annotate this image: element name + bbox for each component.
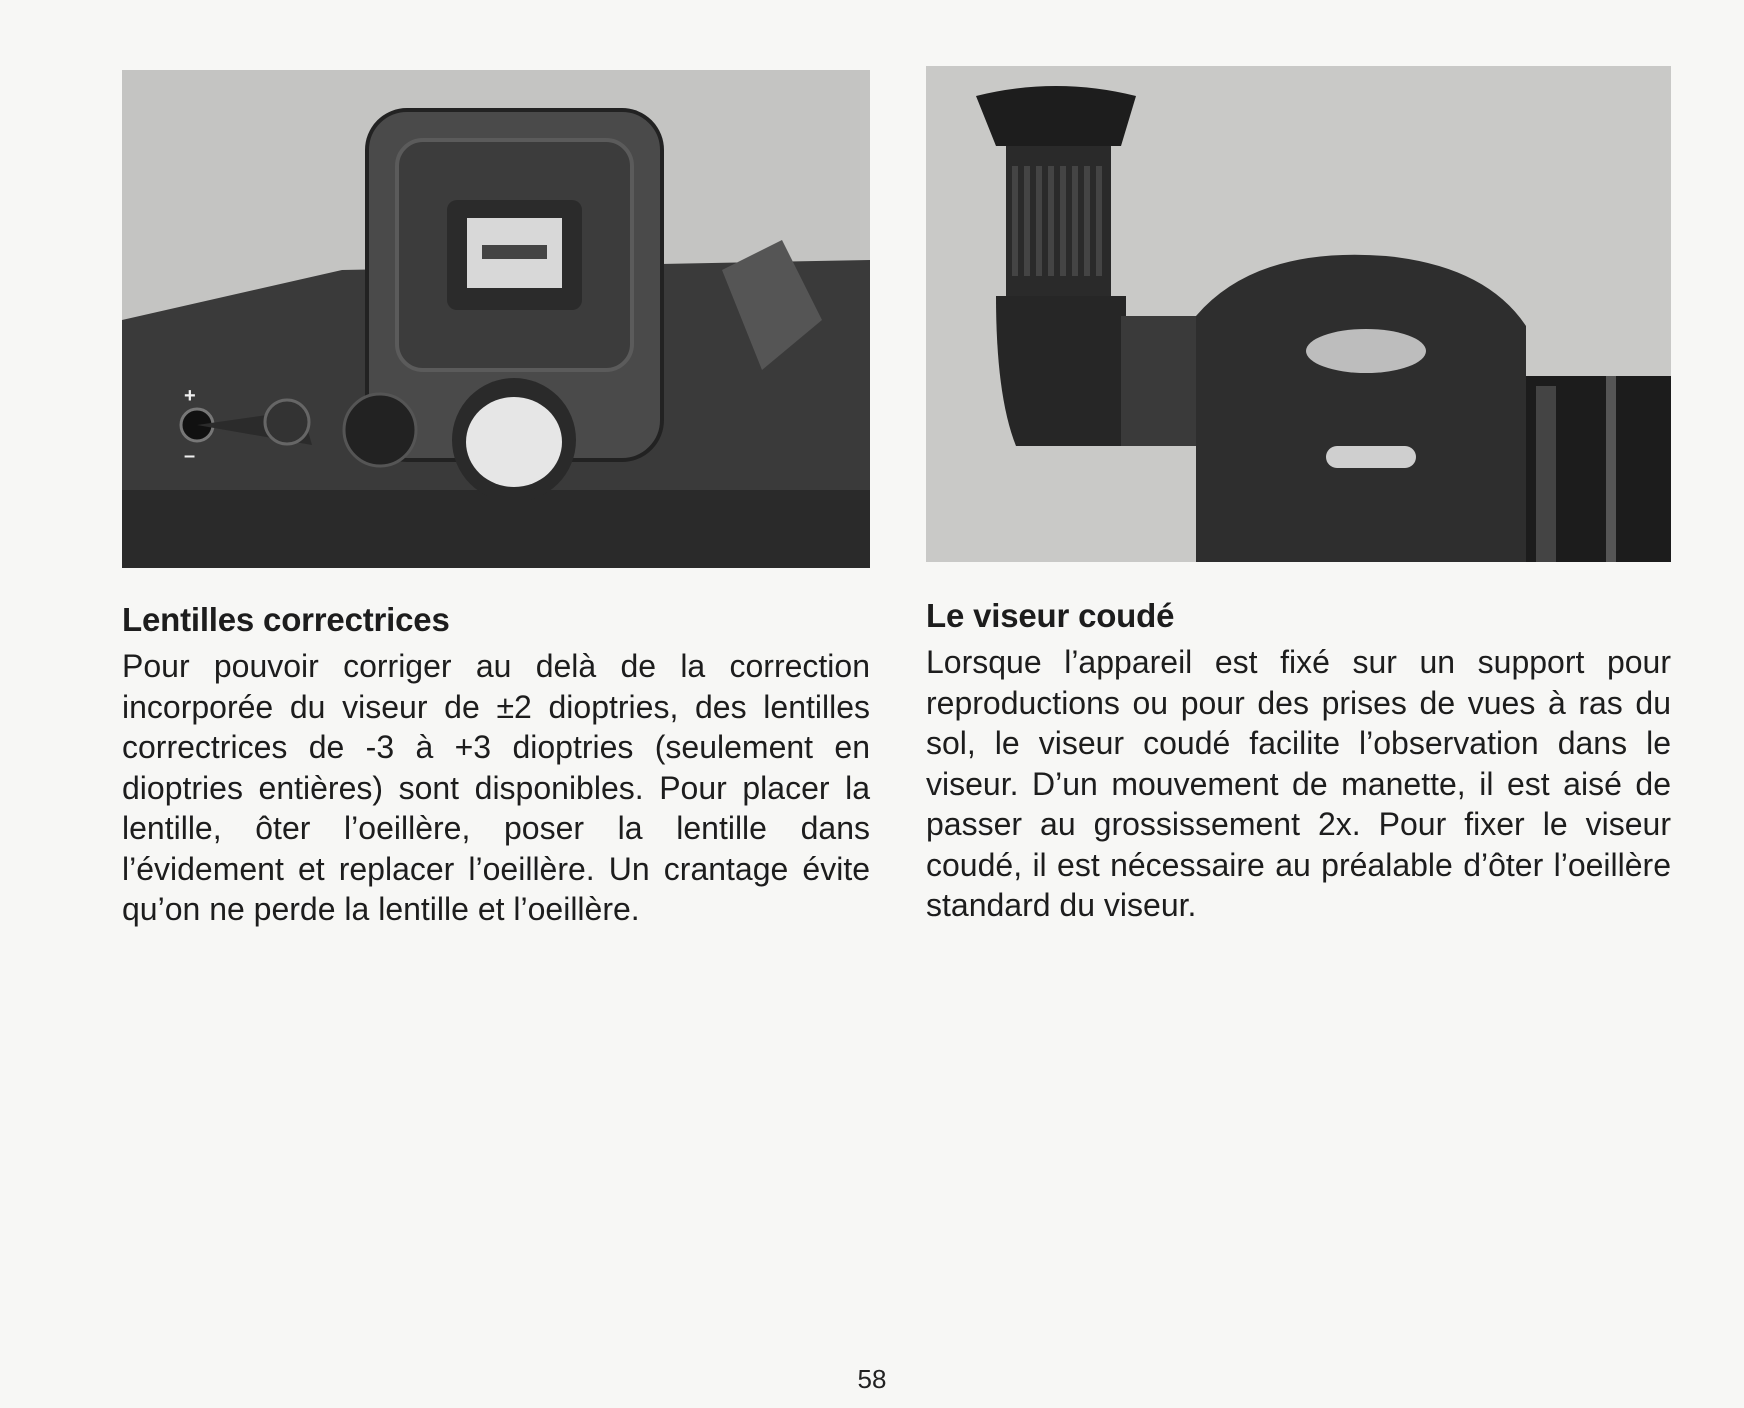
section-title: Le viseur coudé [926,597,1175,634]
section-body: Pour pouvoir corriger au delà de la correction incorporée du viseur de ±2 dioptries, des lentilles correctrices de -3 à +3 dioptries (seulement en dioptries entières) sont disponibles. Pour placer la lentille, ôter l’oeillère, poser la lentille dans l’évidement et replacer l’oeillère. Un crantage évite qu’on ne perde la lentille et l’oeillère. [122,648,870,927]
section-body: Lorsque l’appareil est fixé sur un support pour reproductions ou pour des prises de vues à ras du sol, le viseur coudé facilite l’observation dans le viseur. D’un mouvement de manette, il est aisé de passer au grossissement 2x. Pour fixer le viseur coudé, il est nécessaire au préalable d’ôter l’oeillère standard du viseur. [926,644,1671,923]
correction-lens-photo [122,70,870,568]
correction-lenses-section [122,600,870,930]
page-number: 58 [857,1364,887,1394]
minus-marking: – [184,445,196,467]
plus-marking: + [184,385,196,407]
angle-finder-photo [926,66,1671,562]
section-title: Lentilles correctrices [122,601,450,638]
angle-finder-section [926,596,1671,926]
